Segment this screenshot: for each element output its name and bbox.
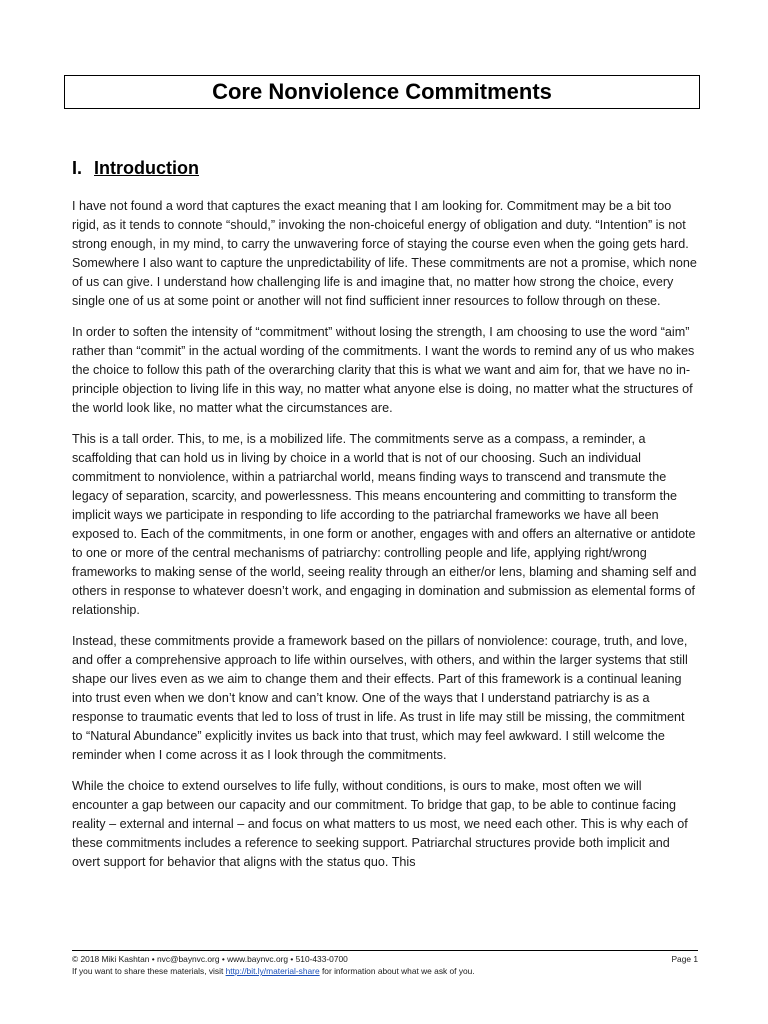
share-prefix: If you want to share these materials, visit bbox=[72, 966, 226, 976]
paragraph: Instead, these commitments provide a framework based on the pillars of nonviolence: courage, truth, and love, and offer a comprehensive approach to life within ourselves, with others, and within the larger systems that still shape our lives even as we aim to change them and their effects. Part of this framework is a continual leaning into trust even when we don’t know and can’t know. One of the ways that I understand patriarchy is as a response to traumatic events that led to loss of trust in life. As trust in life may still be missing, the commitment to “Natural Abundance” explicitly invites us back into that trust, which may feel awkward. I still welcome the reminder when I come across it as I look through the commitments. bbox=[72, 634, 688, 762]
paragraph: This is a tall order. This, to me, is a mobilized life. The commitments serve as a compass, a reminder, a scaffolding that can hold us in living by choice in a world that is not of our choosing. Such an individual commitment to nonviolence, within a patriarchal world, means finding ways to transcend and transmute the legacy of separation, scarcity, and powerlessness. This means encountering and committing to transform the implicit ways we participate in responding to life according to the patriarchal frameworks we have all been exposed to. Each of the commitments, in one form or another, engages with and offers an alternative or antidote to one or more of the central mechanisms of patriarchy: controlling people and life, applying right/wrong frameworks to making sense of the world, seeing reality through an either/or lens, blaming and shaming self and others in response to whatever doesn’t work, and engaging in domination and submission as elemental forms of relationship. bbox=[72, 432, 697, 617]
document-title: Core Nonviolence Commitments bbox=[212, 79, 552, 104]
paragraph: In order to soften the intensity of “commitment” without losing the strength, I am choosing to use the word “aim” rather than “commit” in the actual wording of the commitments. I want the words to remind any of us who makes the choice to follow this path of the overarching clarity that this is what we want and aim for, that we have no in-principle objection to living life in this way, no matter what anyone else is doing, no matter what the structures of the world look like, no matter what the circumstances are. bbox=[72, 325, 695, 415]
share-suffix: for information about what we ask of you. bbox=[319, 966, 475, 976]
share-link[interactable]: http://bit.ly/material-share bbox=[225, 966, 320, 976]
paragraph: While the choice to extend ourselves to life fully, without conditions, is ours to make, most often we will encounter a gap between our capacity and our commitment. To bridge that gap, to be able to continue facing reality – external and internal – and focus on what matters to us most, we need each other. This is why each of these commitments includes a reference to seeking support. Patriarchal structures provide both implicit and overt support for behavior that aligns with the status quo. This bbox=[72, 779, 688, 869]
paragraph: I have not found a word that captures the exact meaning that I am looking for. Commitment may be a bit too rigid, as it tends to connote “should,” invoking the non-choiceful energy of obligation and duty. “Intention” is not strong enough, in my mind, to carry the unwavering force of staying the course even when the going gets hard. Somewhere I also want to capture the unpredictability of life. These commitments are not a promise, which none of us can give. I understand how challenging life is and imagine that, no matter how strong the choice, every single one of us at some point or another will not find sufficient inner resources to follow through on these. bbox=[72, 199, 697, 308]
page-number: Page 1 bbox=[671, 954, 698, 964]
footer-share-line bbox=[72, 966, 698, 976]
section-title: Introduction bbox=[94, 158, 199, 178]
section-number: I. bbox=[72, 158, 83, 178]
footer-contact-line bbox=[72, 954, 698, 964]
document-title-box bbox=[64, 75, 700, 109]
section-heading bbox=[72, 158, 199, 179]
footer-copyright: © 2018 Miki Kashtan • nvc@baynvc.org • www.baynvc.org • 510-433-0700 bbox=[72, 954, 348, 964]
body-text bbox=[72, 197, 698, 884]
footer-divider bbox=[72, 950, 698, 951]
